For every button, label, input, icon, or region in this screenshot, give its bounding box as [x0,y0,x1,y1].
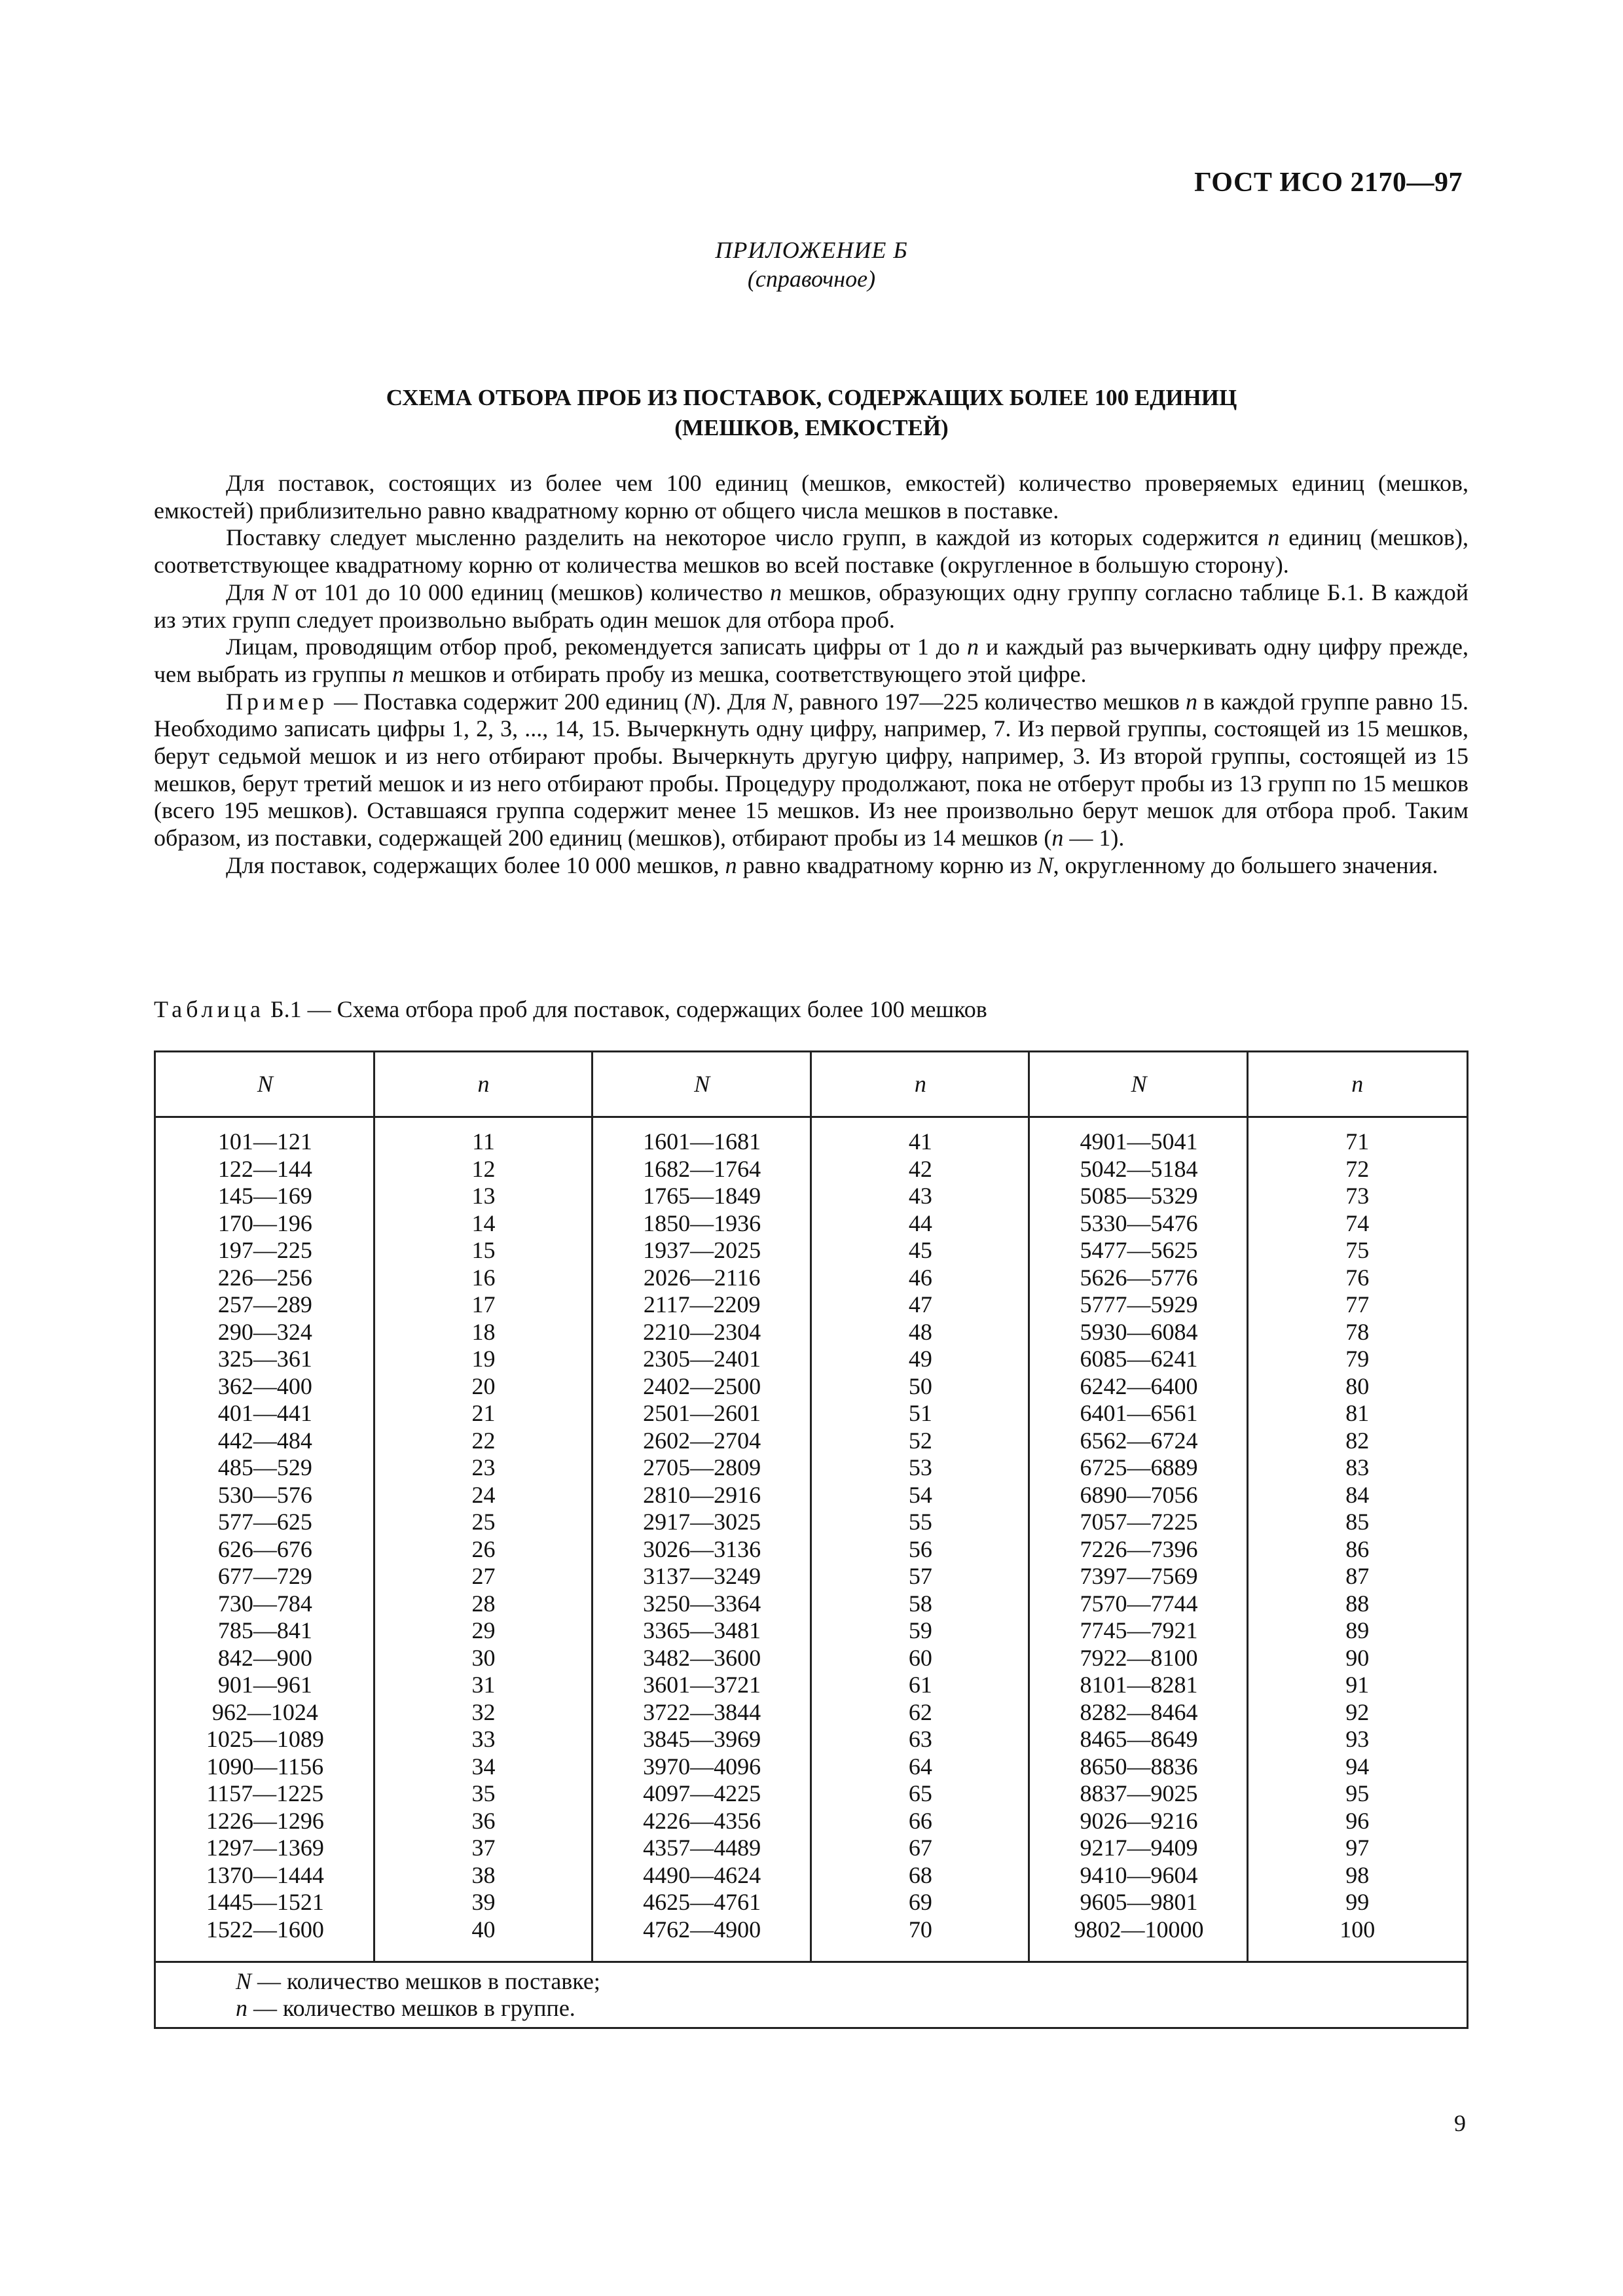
table-cell: 2305—2401 [643,1346,761,1372]
table-cell: 45 [908,1237,932,1263]
table-cell: 2917—3025 [643,1509,761,1535]
table-cell: 82 [1345,1427,1370,1454]
table-cell: 97 [1345,1835,1370,1861]
table-cell: 1601—1681 [643,1128,761,1155]
table-cell: 83 [1345,1454,1370,1480]
paragraph-2-text-a: Поставку следует мысленно разделить на некоторое число групп, в каждой из которых содержится [226,524,1259,551]
column-n-3 [1248,1128,1467,1943]
table-cell: 1682—1764 [643,1155,761,1182]
table-cell: 5330—5476 [1080,1210,1198,1236]
table-cell: 1765—1849 [643,1183,761,1209]
table-cell: 60 [908,1644,932,1671]
example-text-e: — 1). [1069,825,1125,852]
table-cell: 26 [471,1535,496,1562]
table-cell: 80 [1345,1372,1370,1399]
example-text-a: — Поставка содержит 200 единиц ( [334,688,692,715]
table-cell: 290—324 [217,1318,312,1345]
var-n: n [236,1995,247,2021]
table-cell: 51 [908,1400,932,1426]
table-cell: 47 [908,1291,932,1318]
table-cell: 65 [908,1780,932,1806]
table-cell: 62 [908,1698,932,1725]
document-code: ГОСТ ИСО 2170—97 [1194,168,1463,198]
appendix-heading [0,236,1623,293]
table-cell: 7745—7921 [1080,1617,1198,1643]
table-cell: 170—196 [217,1210,312,1236]
table-cell: 6562—6724 [1080,1427,1198,1454]
table-cell: 5626—5776 [1080,1264,1198,1291]
table-cell: 1157—1225 [206,1780,324,1806]
table-cell: 20 [471,1372,496,1399]
section-title-line2: (МЕШКОВ, ЕМКОСТЕЙ) [674,415,949,440]
var-n: n [725,852,737,878]
table-cell: 46 [908,1264,932,1291]
column-n-1 [374,1128,593,1943]
table-cell: 67 [908,1835,932,1861]
table-cell: 9605—9801 [1080,1889,1198,1915]
table-cell: 42 [908,1155,932,1182]
header-n-3: n [1351,1071,1364,1097]
table-cell: 8837—9025 [1080,1780,1198,1806]
table-cell: 442—484 [217,1427,312,1454]
table-cell: 38 [471,1861,496,1888]
table-cell: 24 [471,1481,496,1508]
table-cell: 4097—4225 [643,1780,761,1806]
table-cell: 73 [1345,1183,1370,1209]
legend-line-1 [236,1968,1467,1995]
sampling-table [154,1050,1468,2029]
table-cell: 3482—3600 [643,1644,761,1671]
table-cell: 88 [1345,1590,1370,1617]
header-n-1: n [477,1071,490,1097]
table-cell: 626—676 [217,1535,312,1562]
table-cell: 37 [471,1835,496,1861]
table-cell: 485—529 [217,1454,312,1480]
table-cell: 93 [1345,1726,1370,1752]
table-cell: 1297—1369 [206,1835,324,1861]
table-cell: 71 [1345,1128,1370,1155]
table-cell: 61 [908,1672,932,1698]
paragraph-example [154,689,1468,852]
table-cell: 4762—4900 [643,1916,761,1943]
header-n-2: n [914,1071,926,1097]
table-cell: 2705—2809 [643,1454,761,1480]
var-N: N [1037,852,1053,878]
table-cell: 785—841 [217,1617,312,1643]
table-cell: 91 [1345,1672,1370,1698]
table-cell: 4226—4356 [643,1807,761,1834]
table-cell: 39 [471,1889,496,1915]
table-cell: 6085—6241 [1080,1346,1198,1372]
table-cell: 1850—1936 [643,1210,761,1236]
body-text [154,470,1468,880]
table-cell: 35 [471,1780,496,1806]
table-cell: 4901—5041 [1080,1128,1198,1155]
table-caption-label: Таблица [154,996,264,1022]
table-cell: 68 [908,1861,932,1888]
table-cell: 2810—2916 [643,1481,761,1508]
table-cell: 9410—9604 [1080,1861,1198,1888]
column-N-3 [1030,1128,1249,1943]
table-cell: 96 [1345,1807,1370,1834]
table-cell: 16 [471,1264,496,1291]
table-cell: 43 [908,1183,932,1209]
table-cell: 1090—1156 [206,1753,324,1780]
var-n: n [770,579,782,605]
table-cell: 4357—4489 [643,1835,761,1861]
paragraph-3-text-b: от 101 до 10 000 единиц (мешков) количество [295,579,763,605]
table-cell: 730—784 [217,1590,312,1617]
table-cell: 94 [1345,1753,1370,1780]
table-cell: 5042—5184 [1080,1155,1198,1182]
table-cell: 76 [1345,1264,1370,1291]
table-cell: 2026—2116 [643,1264,761,1291]
table-cell: 530—576 [217,1481,312,1508]
paragraph-2-text-b: единиц (мешков), соответствующее квадратному корню от количества мешков во всей поставке (округленное в большую сторону). [154,524,1469,579]
table-cell: 8465—8649 [1080,1726,1198,1752]
table-cell: 29 [471,1617,496,1643]
paragraph-3-text-a: Для [226,579,265,605]
table-cell: 7922—8100 [1080,1644,1198,1671]
table-cell: 22 [471,1427,496,1454]
table-cell: 75 [1345,1237,1370,1263]
table-cell: 30 [471,1644,496,1671]
table-cell: 2210—2304 [643,1318,761,1345]
table-cell: 56 [908,1535,932,1562]
table-cell: 8650—8836 [1080,1753,1198,1780]
example-label: Пример [226,688,329,715]
legend-text-2: — количество мешков в группе. [253,1995,575,2021]
table-cell: 4490—4624 [643,1861,761,1888]
table-cell: 257—289 [217,1291,312,1318]
table-cell: 70 [908,1916,932,1943]
table-cell: 6401—6561 [1080,1400,1198,1426]
page-number: 9 [1454,2110,1466,2136]
table-cell: 99 [1345,1889,1370,1915]
table-cell: 55 [908,1509,932,1535]
table-cell: 44 [908,1210,932,1236]
var-n: n [1267,524,1280,551]
table-cell: 6242—6400 [1080,1372,1198,1399]
table-cell: 1226—1296 [206,1807,324,1834]
table-cell: 41 [908,1128,932,1155]
paragraph-3 [154,579,1468,634]
table-cell: 63 [908,1726,932,1752]
var-n: n [966,634,979,660]
table-cell: 66 [908,1807,932,1834]
table-cell: 34 [471,1753,496,1780]
table-cell: 27 [471,1563,496,1589]
paragraph-2 [154,524,1468,579]
table-cell: 23 [471,1454,496,1480]
table-cell: 14 [471,1210,496,1236]
table-cell: 5777—5929 [1080,1291,1198,1318]
table-cell: 1370—1444 [206,1861,324,1888]
table-cell: 2602—2704 [643,1427,761,1454]
column-n-2 [811,1128,1030,1943]
table-cell: 12 [471,1155,496,1182]
table-cell: 7570—7744 [1080,1590,1198,1617]
table-cell: 325—361 [217,1346,312,1372]
table-cell: 81 [1345,1400,1370,1426]
table-caption-text: Б.1 — Схема отбора проб для поставок, содержащих более 100 мешков [270,996,987,1022]
table-cell: 962—1024 [211,1698,318,1725]
table-cell: 36 [471,1807,496,1834]
var-N: N [236,1968,252,1994]
table-cell: 95 [1345,1780,1370,1806]
table-body [156,1128,1467,1943]
paragraph-4-text-b: и каждый раз вычеркивать одну цифру прежде, чем выбрать из группы [154,634,1469,687]
table-cell: 197—225 [217,1237,312,1263]
table-cell: 101—121 [217,1128,312,1155]
table-cell: 92 [1345,1698,1370,1725]
table-cell: 2501—2601 [643,1400,761,1426]
table-cell: 28 [471,1590,496,1617]
example-text-c: , равного 197—225 количество мешков [788,688,1180,715]
table-cell: 3722—3844 [643,1698,761,1725]
table-cell: 3970—4096 [643,1753,761,1780]
table-cell: 1522—1600 [206,1916,324,1943]
table-cell: 84 [1345,1481,1370,1508]
table-cell: 577—625 [217,1509,312,1535]
table-cell: 31 [471,1672,496,1698]
table-cell: 69 [908,1889,932,1915]
table-caption [154,995,987,1024]
var-N: N [272,579,288,605]
table-cell: 9026—9216 [1080,1807,1198,1834]
var-n: n [1051,825,1064,852]
table-cell: 5930—6084 [1080,1318,1198,1345]
paragraph-4 [154,634,1468,688]
table-cell: 901—961 [217,1672,312,1698]
table-cell: 13 [471,1183,496,1209]
table-cell: 59 [908,1617,932,1643]
table-cell: 842—900 [217,1644,312,1671]
section-title-line1: СХЕМА ОТБОРА ПРОБ ИЗ ПОСТАВОК, СОДЕРЖАЩИХ БОЛЕЕ 100 ЕДИНИЦ [386,385,1237,410]
var-N: N [691,688,708,715]
paragraph-6 [154,852,1468,880]
table-cell: 49 [908,1346,932,1372]
table-cell: 33 [471,1726,496,1752]
table-cell: 122—144 [217,1155,312,1182]
table-cell: 87 [1345,1563,1370,1589]
table-cell: 79 [1345,1346,1370,1372]
table-legend [156,1961,1467,2027]
legend-text-1: — количество мешков в поставке; [257,1968,600,1994]
header-N-2: N [694,1071,710,1097]
table-cell: 3137—3249 [643,1563,761,1589]
table-cell: 40 [471,1916,496,1943]
paragraph-1-text: Для поставок, состоящих из более чем 100 единиц (мешков, емкостей) количество проверяемых единиц (мешков, емкостей) приблизительно равно квадратному корню от общего числа мешков в поставке. [154,470,1468,524]
paragraph-6-text-c: , округленному до большего значения. [1053,852,1438,878]
table-cell: 25 [471,1509,496,1535]
table-cell: 5085—5329 [1080,1183,1198,1209]
table-cell: 85 [1345,1509,1370,1535]
table-cell: 11 [472,1128,495,1155]
table-cell: 5477—5625 [1080,1237,1198,1263]
table-cell: 50 [908,1372,932,1399]
table-cell: 100 [1340,1916,1376,1943]
table-cell: 78 [1345,1318,1370,1345]
appendix-note: (справочное) [747,266,876,292]
table-cell: 7226—7396 [1080,1535,1198,1562]
column-N-1 [156,1128,374,1943]
table-cell: 1937—2025 [643,1237,761,1263]
paragraph-1 [154,470,1468,524]
table-cell: 2402—2500 [643,1372,761,1399]
table-cell: 3601—3721 [643,1672,761,1698]
table-cell: 7057—7225 [1080,1509,1198,1535]
table-cell: 17 [471,1291,496,1318]
table-cell: 98 [1345,1861,1370,1888]
table-cell: 52 [908,1427,932,1454]
table-cell: 7397—7569 [1080,1563,1198,1589]
table-cell: 90 [1345,1644,1370,1671]
appendix-label: ПРИЛОЖЕНИЕ Б [715,237,908,263]
table-cell: 32 [471,1698,496,1725]
table-cell: 401—441 [217,1400,312,1426]
table-cell: 74 [1345,1210,1370,1236]
table-cell: 677—729 [217,1563,312,1589]
table-cell: 3250—3364 [643,1590,761,1617]
var-N: N [772,688,788,715]
table-cell: 8282—8464 [1080,1698,1198,1725]
table-cell: 57 [908,1563,932,1589]
example-text-b: ). Для [707,688,766,715]
legend-line-2 [236,1995,1467,2022]
table-cell: 6725—6889 [1080,1454,1198,1480]
table-cell: 2117—2209 [643,1291,761,1318]
table-cell: 64 [908,1753,932,1780]
section-title [0,383,1623,443]
table-cell: 3845—3969 [643,1726,761,1752]
table-cell: 6890—7056 [1080,1481,1198,1508]
table-cell: 15 [471,1237,496,1263]
var-n: n [1185,688,1197,715]
table-cell: 48 [908,1318,932,1345]
table-cell: 1445—1521 [206,1889,324,1915]
paragraph-4-text-a: Лицам, проводящим отбор проб, рекомендуется записать цифры от 1 до [226,634,960,660]
table-cell: 145—169 [217,1183,312,1209]
table-cell: 53 [908,1454,932,1480]
table-cell: 3026—3136 [643,1535,761,1562]
header-N-3: N [1131,1071,1147,1097]
table-cell: 58 [908,1590,932,1617]
table-cell: 3365—3481 [643,1617,761,1643]
table-cell: 19 [471,1346,496,1372]
paragraph-4-text-c: мешков и отбирать пробу из мешка, соответствующего этой цифре. [410,660,1087,687]
example-text-d: в каждой группе равно 15. Необходимо записать цифры 1, 2, 3, ..., 14, 15. Вычеркнуть одну цифру, например, 7. Из первой группы, состоящей из 15 мешков, берут седьмой мешок и из него отбирают пробы. Вычеркнуть другую цифру, например, 3. Из второй группы, состоящей из 15 мешков, берут третий мешок и из него отбирают пробы. Процедуру продолжают, пока не отберут пробы из 13 групп по 15 мешков (всего 195 мешков). Оставшаяся группа содержит менее 15 мешков. Из нее произвольно берут мешок для отбора проб. Таким образом, из поставки, содержащей 200 единиц (мешков), отбирают пробы из 14 мешков ( [154,688,1469,852]
table-cell: 362—400 [217,1372,312,1399]
header-N-1: N [257,1071,273,1097]
table-cell: 226—256 [217,1264,312,1291]
table-cell: 77 [1345,1291,1370,1318]
table-cell: 9802—10000 [1074,1916,1204,1943]
table-cell: 72 [1345,1155,1370,1182]
table-cell: 21 [471,1400,496,1426]
paragraph-6-text-a: Для поставок, содержащих более 10 000 мешков, [226,852,720,878]
paragraph-6-text-b: равно квадратному корню из [742,852,1032,878]
table-cell: 89 [1345,1617,1370,1643]
table-cell: 18 [471,1318,496,1345]
table-cell: 4625—4761 [643,1889,761,1915]
paragraph-3-text-c: мешков, образующих одну группу согласно таблице Б.1. В каждой из этих групп следует произвольно выбрать один мешок для отбора проб. [154,579,1469,633]
table-cell: 54 [908,1481,932,1508]
table-cell: 1025—1089 [206,1726,324,1752]
table-cell: 86 [1345,1535,1370,1562]
var-n: n [392,660,405,687]
table-cell: 9217—9409 [1080,1835,1198,1861]
column-N-2 [593,1128,811,1943]
table-cell: 8101—8281 [1080,1672,1198,1698]
